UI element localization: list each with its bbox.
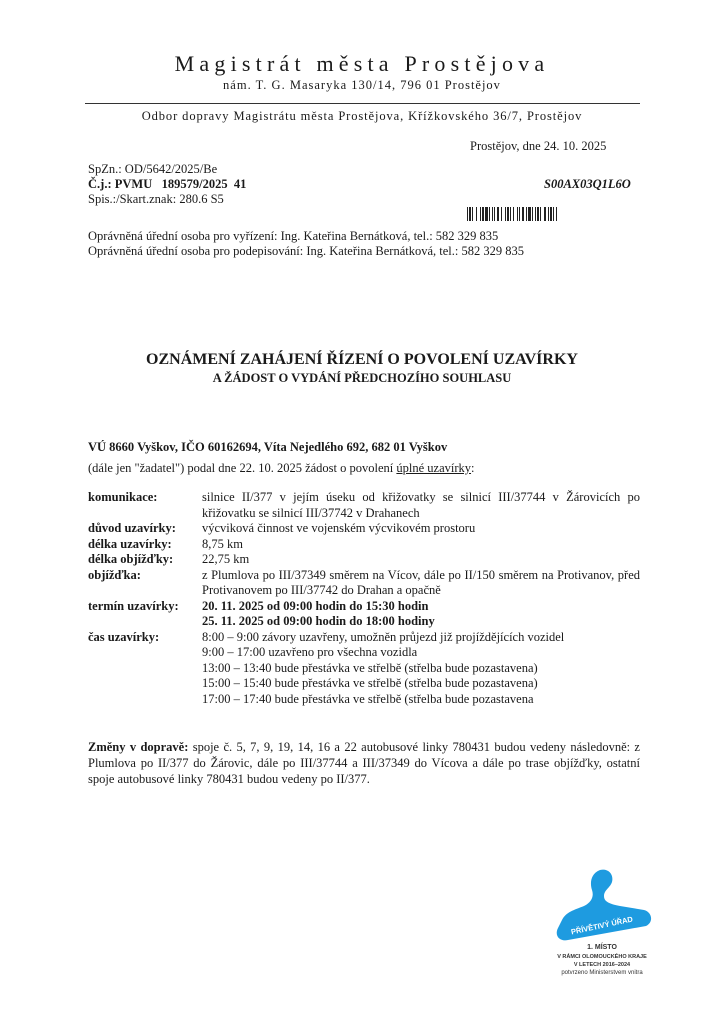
detail-row-delka-uzavirky (88, 537, 640, 553)
detail-row-termin (88, 599, 640, 630)
detail-label: důvod uzavírky: (88, 521, 176, 535)
cas-line: 9:00 – 17:00 uzavřeno pro všechna vozidla (202, 645, 418, 659)
cas-line: 17:00 – 17:40 bude přestávka ve střelbě (střelba bude pozastavena (202, 691, 534, 706)
intro-prefix: (dále jen "žadatel") podal dne 22. 10. 2025 žádost o povolení (88, 461, 397, 475)
detail-row-duvod (88, 521, 640, 537)
detail-label: termín uzavírky: (88, 598, 179, 613)
detail-row-komunikace (88, 490, 640, 521)
document-date: Prostějov, dne 24. 10. 2025 (470, 139, 607, 153)
cas-line: 13:00 – 13:40 bude přestávka ve střelbě (střelba bude pozastavena) (202, 660, 538, 675)
detail-row-delka-objizdky (88, 552, 640, 568)
badge-years: V LETECH 2016–2024 (573, 962, 631, 968)
institution-name: Magistrát města Prostějova (174, 51, 550, 76)
detail-value: výcviková činnost ve vojenském výcvikovém prostoru (202, 521, 476, 535)
traffic-changes-text: spoje č. 5, 7, 9, 19, 14, 16 a 22 autobusové linky 780431 budou vedeny následovně: z Plumlova po II/377 do Žárovic, dále po III/37744 a III/37349 do Vícova a dále po trase objížďky, ostatní spoje autobusové linky 780431 budou vedeny po II/377. (88, 740, 640, 786)
cas-line: 8:00 – 9:00 závory uzavřeny, umožněn průjezd již projíždějících vozidel (202, 629, 565, 644)
detail-value: 22,75 km (202, 552, 250, 566)
termin-line: 25. 11. 2025 od 09:00 hodin do 18:00 hodiny (202, 614, 435, 628)
detail-label: objížďka: (88, 567, 141, 582)
intro-closure-type: úplné uzavírky (396, 461, 472, 475)
header-divider (85, 103, 640, 104)
traffic-changes-label: Změny v dopravě: (88, 740, 189, 754)
traffic-changes (88, 739, 640, 787)
closure-details (88, 490, 640, 707)
department-line: Odbor dopravy Magistrátu města Prostějova, Křížkovského 36/7, Prostějov (141, 109, 583, 123)
detail-label: čas uzavírky: (88, 629, 160, 644)
barcode (467, 207, 639, 221)
detail-label: délka uzavírky: (88, 536, 172, 551)
detail-row-objizdka (88, 568, 640, 599)
contact-signing: Oprávněná úřední osoba pro podepisování: Ing. Kateřina Bernátková, tel.: 582 329 835 (88, 244, 524, 258)
detail-row-cas (88, 630, 640, 708)
detail-label: délka objížďky: (88, 552, 174, 566)
detail-value: 8,75 km (202, 536, 243, 551)
reference-cj: Č.j.: PVMU 189579/2025 41 (88, 177, 247, 191)
intro-text (88, 461, 475, 476)
document-code: S00AX03Q1L6O (544, 177, 631, 191)
reference-spzn: SpZn.: OD/5642/2025/Be (88, 162, 218, 176)
reference-spis: Spis.:/Skart.znak: 280.6 S5 (88, 192, 224, 206)
detail-value: silnice II/377 v jejím úseku od křižovatky se silnicí III/37744 v Žárovicích po křižovatku se silnicí III/37742 v Drahanech (202, 490, 640, 520)
stamp-icon (540, 866, 664, 944)
contact-processing: Oprávněná úřední osoba pro vyřízení: Ing. Kateřina Bernátková, tel.: 582 329 835 (88, 229, 499, 243)
detail-value (202, 630, 640, 708)
cas-line: 15:00 – 15:40 bude přestávka ve střelbě (střelba bude pozastavena) (202, 676, 538, 690)
badge-region: V RÁMCI OLOMOUCKÉHO KRAJE (557, 954, 647, 960)
detail-value (202, 599, 640, 630)
termin-line: 20. 11. 2025 od 09:00 hodin do 15:30 hodin (202, 598, 429, 613)
detail-value: z Plumlova po III/37349 směrem na Vícov, dále po II/150 směrem na Protivanov, před Protivanovem po III/37742 do Drahan a opačně (202, 567, 640, 597)
detail-label: komunikace: (88, 490, 158, 504)
svg-text:PŘÍVĚTIVÝ ÚŘAD: PŘÍVĚTIVÝ ÚŘAD (570, 914, 634, 937)
intro-suffix: : (471, 461, 475, 475)
badge-confirmation: potvrzeno Ministerstvem vnitra (561, 970, 643, 976)
document-title: OZNÁMENÍ ZAHÁJENÍ ŘÍZENÍ O POVOLENÍ UZAVÍRKY (146, 351, 578, 368)
applicant: VÚ 8660 Vyškov, IČO 60162694, Víta Nejedlého 692, 682 01 Vyškov (88, 440, 448, 454)
institution-address: nám. T. G. Masaryka 130/14, 796 01 Prostějov (223, 78, 501, 92)
badge-rank: 1. MÍSTO (587, 944, 617, 951)
friendly-office-badge (540, 866, 650, 1006)
document-subtitle: A ŽÁDOST O VYDÁNÍ PŘEDCHOZÍHO SOUHLASU (212, 371, 512, 385)
